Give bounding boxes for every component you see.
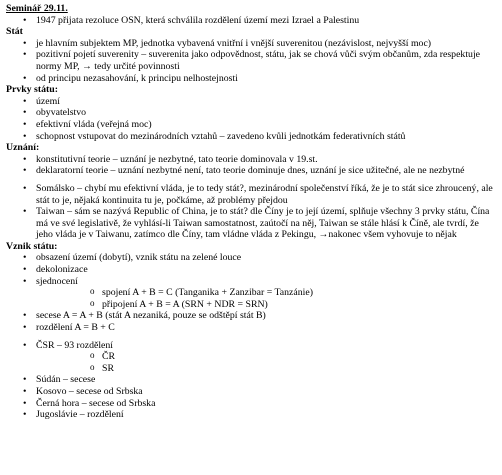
list-item: • rozdělení A = B + C <box>6 322 498 334</box>
section-heading-prvky: Prvky státu: <box>6 84 58 96</box>
list-item: • je hlavním subjektem MP, jednotka vybavená vnitřní i vnější suverenitou (nezávislost, nejvyšší moc) <box>6 38 498 50</box>
list-item-label: sjednocení <box>36 275 78 287</box>
list-item: • obsazení území (dobytí), vznik státu na zelené louce <box>6 252 498 264</box>
vznik-list-b <box>6 310 498 333</box>
prvky-list <box>6 96 498 142</box>
stat-list <box>6 38 498 84</box>
list-item: • 1947 přijata rezoluce OSN, která schválila rozdělení území mezi Izrael a Palestinu <box>6 15 498 27</box>
sublist-item: o spojení A + B = C (Tanganika + Zanzibar = Tanzánie) <box>36 287 498 299</box>
uznani-list <box>6 154 498 177</box>
vznik-list <box>6 252 498 310</box>
list-item: • secese A = A + B (stát A nezaniká, pouze se odštěpí stát B) <box>6 310 498 322</box>
list-item: • Somálsko – chybí mu efektivní vláda, je to tedy stát?, mezinárodní společenství říká, že je to stát sice zhroucený, ale stát to je, nějaká kontinuita tu je, počkáme, až problémy přejdou <box>6 183 498 206</box>
section-heading-uznani: Uznání: <box>6 142 40 154</box>
list-item: • Taiwan – sám se nazývá Republic of China, je to stát? dle Číny je to její území, splňuje všechny 3 prvky státu, Čína má ve své legislativě, že vyhlásí-li Taiwan samostatnost, zaútočí na něj, Taiwan se stále hlásí k Číně, ale tvrdí, že jeho vláda je v Taiwanu, zatímco dle Číny, tam vládne vláda z Pekingu, →nakonec všem vyhovuje to nějak <box>6 206 498 241</box>
list-item-label: ČSR – 93 rozdělení <box>36 339 114 351</box>
list-item: • Kosovo – secese od Srbska <box>6 386 498 398</box>
section-heading-stat: Stát <box>6 26 23 38</box>
list-item: • efektivní vláda (veřejná moc) <box>6 119 498 131</box>
sublist-item: o připojení A + B = A (SRN + NDR = SRN) <box>36 299 498 311</box>
csr-sublist <box>36 351 498 374</box>
list-item: • schopnost vstupovat do mezinárodních vztahů – zavedeno kvůli jednotkám federativních států <box>6 131 498 143</box>
list-item: • deklaratorní teorie – uznání nezbytné není, tato teorie dominuje dnes, uznání je sice užitečné, ale ne nezbytné <box>6 165 498 177</box>
list-item: • Černá hora – secese od Srbska <box>6 398 498 410</box>
list-item: • konstitutivní teorie – uznání je nezbytné, tato teorie dominovala v 19.st. <box>6 154 498 166</box>
sublist-item: o SR <box>36 363 498 375</box>
list-item: • Súdán – secese <box>6 374 498 386</box>
sjednoceni-sublist <box>36 287 498 310</box>
list-item: • Jugoslávie – rozdělení <box>6 409 498 421</box>
sublist-item: o ČR <box>36 351 498 363</box>
list-item <box>6 340 498 375</box>
list-item: • od principu nezasahování, k principu nelhostejnosti <box>6 73 498 85</box>
list-item: • dekolonizace <box>6 264 498 276</box>
list-item: • obyvatelstvo <box>6 107 498 119</box>
list-item: • území <box>6 96 498 108</box>
section-heading-vznik: Vznik státu: <box>6 240 58 252</box>
document-title: Seminář 29.11. <box>6 3 68 14</box>
list-item <box>6 276 498 311</box>
uznani-examples-list <box>6 183 498 241</box>
intro-list <box>6 15 498 27</box>
list-item: • pozitivní pojetí suverenity – suverenita jako odpovědnost, státu, jak se chová vůči svým občanům, zda respektuje normy MP, → tedy určité povinnosti <box>6 49 498 72</box>
vznik-list-csr <box>6 340 498 421</box>
